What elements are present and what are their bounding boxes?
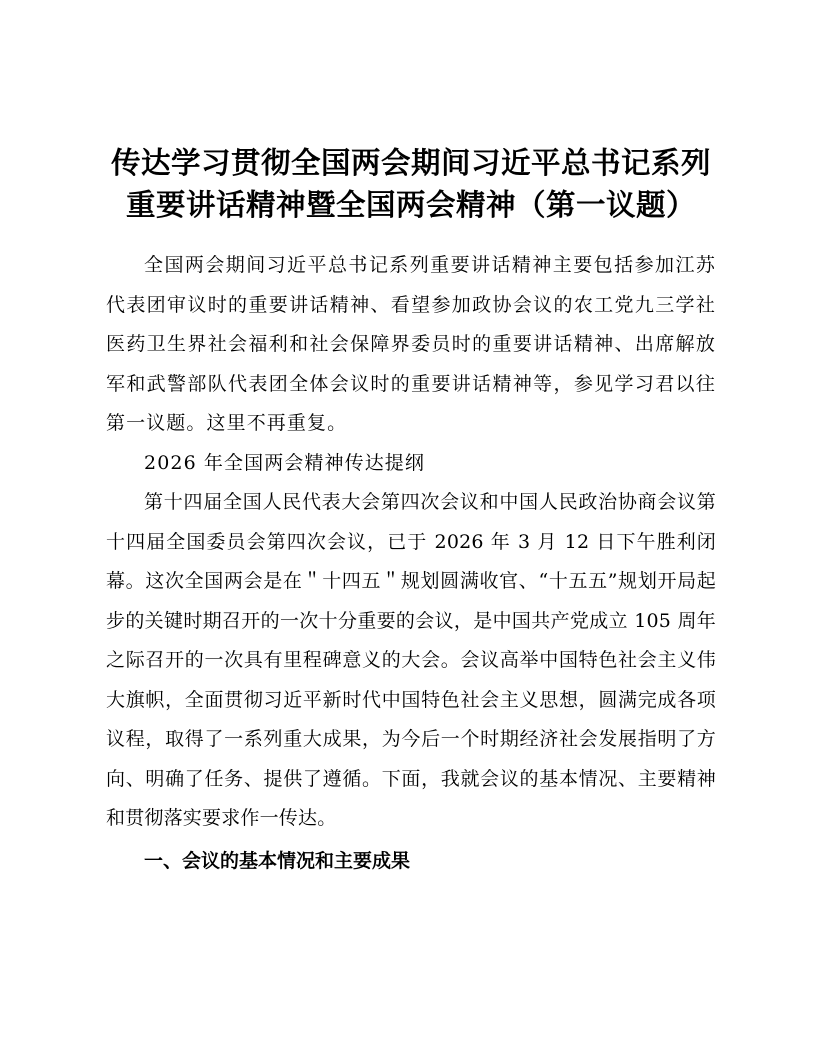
- document-body: [106, 246, 716, 883]
- title-line-1: 传达学习贯彻全国两会期间习近平总书记系列: [110, 146, 711, 180]
- title-line-2: 重要讲话精神暨全国两会精神（第一议题）: [125, 188, 696, 222]
- meeting-summary-paragraph: 第十四届全国人民代表大会第四次会议和中国人民政治协商会议第十四届全国委员会第四次会议，已于 2026 年 3 月 12 日下午胜利闭幕。这次全国两会是在＂十四五＂规划圆满收官、“十五五”规划开局起步的关键时期召开的一次十分重要的会议，是中国共产党成立 105 周年之际召开的一次具有里程碑意义的大会。会议高举中国特色社会主义伟大旗帜，全面贯彻习近平新时代中国特色社会主义思想，圆满完成各项议程，取得了一系列重大成果，为今后一个时期经济社会发展指明了方向、明确了任务、提供了遵循。下面，我就会议的基本情况、主要精神和贯彻落实要求作一传达。: [106, 491, 716, 829]
- document-title: [106, 142, 716, 226]
- section-heading: 一、会议的基本情况和主要成果: [144, 849, 411, 872]
- outline-heading: 2026 年全国两会精神传达提纲: [144, 451, 425, 474]
- intro-paragraph: 全国两会期间习近平总书记系列重要讲话精神主要包括参加江苏代表团审议时的重要讲话精神、看望参加政协会议的农工党九三学社医药卫生界社会福利和社会保障界委员时的重要讲话精神、出席解放军和武警部队代表团全体会议时的重要讲话精神等，参见学习君以往第一议题。这里不再重复。: [106, 254, 716, 434]
